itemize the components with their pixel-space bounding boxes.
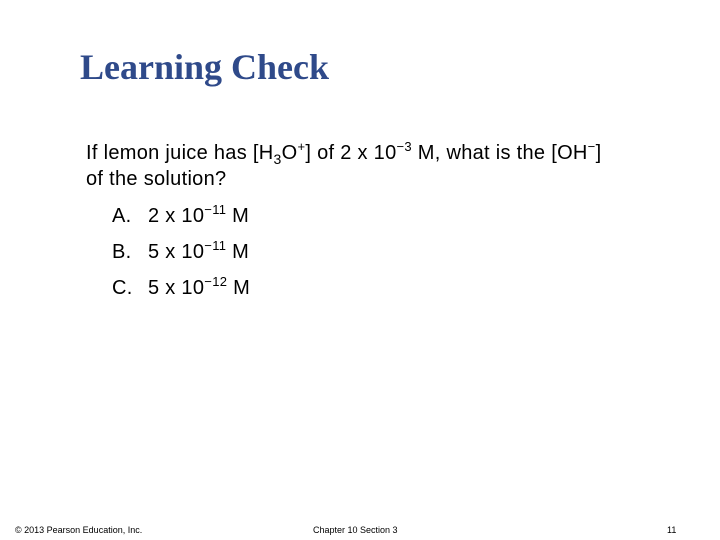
- footer-copyright: © 2013 Pearson Education, Inc.: [15, 525, 143, 535]
- question-text: O: [281, 142, 298, 164]
- question-text: ]: [595, 142, 602, 164]
- superscript: −3: [396, 139, 412, 154]
- option-mantissa: 5 x 10: [148, 241, 205, 263]
- option-exponent: −11: [204, 238, 227, 253]
- superscript: +: [297, 139, 306, 154]
- superscript: −: [587, 139, 596, 154]
- answer-option-b[interactable]: [112, 234, 706, 270]
- option-mantissa: 2 x 10: [148, 205, 205, 227]
- option-letter: C.: [112, 277, 133, 299]
- option-unit: M: [227, 277, 251, 299]
- option-exponent: −12: [204, 274, 228, 289]
- option-letter: A.: [112, 205, 132, 227]
- question-line-2: of the solution?: [86, 168, 227, 190]
- option-mantissa: 5 x 10: [148, 277, 205, 299]
- question-text: If lemon juice has [H: [86, 142, 274, 164]
- question-text: ] of 2 x 10: [305, 142, 397, 164]
- answer-options: [112, 198, 706, 306]
- question-block: [86, 140, 706, 306]
- answer-option-c[interactable]: [112, 270, 706, 306]
- footer-page-number: 11: [667, 525, 677, 535]
- question-line-1: [86, 140, 706, 166]
- question-text: M, what is the [OH: [411, 142, 588, 164]
- footer-chapter: Chapter 10 Section 3: [313, 525, 398, 535]
- subscript: 3: [273, 151, 282, 167]
- option-letter: B.: [112, 241, 132, 263]
- option-unit: M: [226, 205, 250, 227]
- option-unit: M: [226, 241, 250, 263]
- slide-title: Learning Check: [80, 47, 330, 87]
- option-exponent: −11: [204, 202, 227, 217]
- answer-option-a[interactable]: [112, 198, 706, 234]
